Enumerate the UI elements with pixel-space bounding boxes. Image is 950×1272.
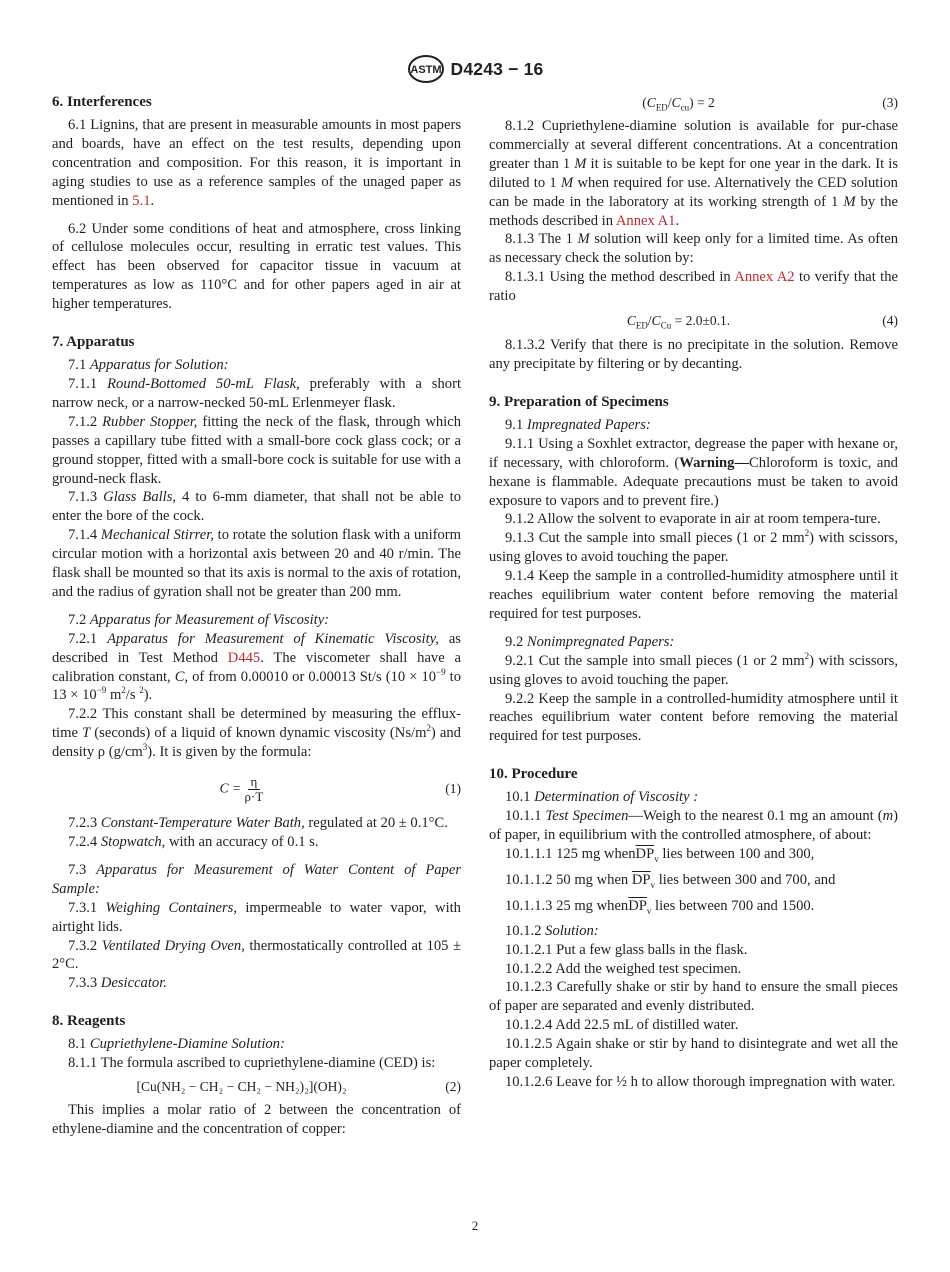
equation-number: (2) [445,1078,461,1094]
section-10-heading: 10. Procedure [489,766,578,783]
paragraph-9-1-2: 9.1.2 Allow the solvent to evaporate in air at room tempera-ture. [505,511,881,528]
paragraph-7-2-3: 7.2.3 Constant-Temperature Water Bath, regulated at 20 ± 0.1°C. [68,815,448,832]
document-id: D4243 − 16 [450,58,544,79]
paragraph-8-1-3-2: 8.1.3.2 Verify that there is no precipitate in the solution. Remove any precipitate by filtering or by decanting. [489,337,898,372]
paragraph-8-1: 8.1 Cupriethylene-Diamine Solution: [68,1036,285,1053]
paragraph-7-2-4: 7.2.4 Stopwatch, with an accuracy of 0.1 s. [68,834,319,850]
paragraph-7-3-2: 7.3.2 Ventilated Drying Oven, thermostatically controlled at 105 ± 2°C. [52,937,461,973]
page-header [0,52,950,86]
paragraph-9-1-1: 9.1.1 Using a Soxhlet extractor, degrease the paper with hexane or, if necessary, with chloroform. (Warning—Chloroform is toxic, and hexane is flammable. Adequate precautions must be taken to avoid exposure to vapors and to prevent fire.) [489,435,898,509]
paragraph-6-1: 6.1 Lignins, that are present in measurable amounts in most papers and boards, have an effect on the test results, depending upon concentration and composition. For this reason, it is important in aging studies to use as a reference samples of the unaged paper as mentioned in 5.1. [52,117,461,209]
paragraph-10-1-2-6: 10.1.2.6 Leave for ½ h to allow thorough impregnation with water. [505,1073,896,1090]
section-9-heading: 9. Preparation of Specimens [489,393,669,410]
paragraph-9-1-3: 9.1.3 Cut the sample into small pieces (1 or 2 $mm^2$) with scissors, using gloves to avoid touching the paper. [489,528,898,566]
right-column [489,92,898,1092]
paragraph-8-1-3-1: 8.1.3.1 Using the method described in Annex A2 to verify that the ratio [489,269,898,305]
link-annex-a1[interactable]: Annex A1 [615,212,676,229]
paragraph-molar-ratio: This implies a molar ratio of 2 between the concentration of ethylene-diamine and the concentration of copper: [52,1102,461,1137]
equation-number: (1) [445,780,461,796]
equation-number: (3) [882,94,898,110]
page-number: 2 [471,1218,479,1233]
paragraph-7-2-2: 7.2.2 This constant shall be determined by measuring the efflux-time T (seconds) of a liquid of known dynamic viscosity $(Ns/m^2)$ and density ρ $(g/cm^3)$. It is given by the formula: [52,706,461,761]
paragraph-7-2: 7.2 Apparatus for Measurement of Viscosity: [68,611,330,628]
link-annex-a2[interactable]: Annex A2 [734,269,795,286]
paragraph-7-3: 7.3 Apparatus for Measurement of Water Content of Paper Sample: [52,861,461,897]
paragraph-7-3-3: 7.3.3 Desiccator. [68,975,167,992]
equation-1: C = $\frac{\eta}{\rho\cdot T}$ (1) [219,773,461,804]
link-5-1[interactable]: 5.1 [132,192,151,209]
section-8-heading: 8. Reagents [52,1013,126,1030]
paragraph-8-1-1: 8.1.1 The formula ascribed to cupriethylene-diamine (CED) is: [68,1055,436,1072]
paragraph-10-1-1-3: 10.1.1.3 25 mg $when\overline{DP}_v$ lies between 700 and 1500. [505,897,815,916]
paragraph-10-1-2-2: 10.1.2.2 Add the weighed test specimen. [505,960,742,977]
paragraph-9-2: 9.2 Nonimpregnated Papers: [505,633,675,650]
paragraph-7-1-3: 7.1.3 Glass Balls, 4 to 6-mm diameter, that shall not be able to enter the bore of the cock. [52,489,462,525]
paragraph-10-1-2-1: 10.1.2.1 Put a few glass balls in the flask. [505,941,748,958]
equation-3: $(C_{ED}/C_{cu}) = 2$ (3) [642,94,898,113]
paragraph-7-1-2: 7.1.2 Rubber Stopper, fitting the neck of the flask, through which passes a capillary tube fitted with a small-bore cock glass cock; or a ground stopper, fitted with a small-bore cock is suitable for use with a ground-neck flask. [52,413,461,487]
paragraph-10-1-2-3: 10.1.2.3 Carefully shake or stir by hand to ensure the small pieces of paper are separated and evenly distributed. [489,979,898,1015]
paragraph-7-1-1: 7.1.1 Round-Bottomed 50-mL Flask, preferably with a short narrow neck, or a narrow-necked 50-mL Erlenmeyer flask. [52,375,461,411]
paragraph-10-1-2-5: 10.1.2.5 Again shake or stir by hand to disintegrate and wet all the paper completely. [489,1036,898,1072]
section-6-heading: 6. Interferences [52,94,152,110]
paragraph-10-1-2-4: 10.1.2.4 Add 22.5 mL of distilled water. [505,1017,739,1034]
paragraph-10-1-1: 10.1.1 Test Specimen—Weigh to the nearest 0.1 mg an amount (m) of paper, in equilibrium with the controlled atmosphere, of about: [489,808,898,844]
astm-logo-icon [407,54,445,84]
paragraph-9-1-4: 9.1.4 Keep the sample in a controlled-humidity atmosphere until it reaches equilibrium water content before removing the material required for test purposes. [489,568,898,622]
paragraph-7-1-4: 7.1.4 Mechanical Stirrer, to rotate the solution flask with a uniform circular motion with a horizontal axis between 20 and 40 r/min. The flask shall be mounted so that its axis is normal to the axis of rotation, and the radius of gyration shall not be greater than 200 mm. [52,527,461,600]
paragraph-10-1-2: 10.1.2 Solution: [505,922,599,939]
paragraph-8-1-2: 8.1.2 Cupriethylene-diamine solution is available for pur-chase commercially at several different concentrations. At a concentration greater than 1 M it is suitable to be kept for one year in the dark. It is diluted to 1 M when required for use. Alternatively the CED solution can be made in the laboratory at its working strength of 1 M by the methods described in Annex A1. [489,118,899,229]
paragraph-7-2-1: 7.2.1 Apparatus for Measurement of Kinematic Viscosity, as described in Test Method D445. The viscometer shall have a calibration constant, C, of from 0.00010 or 0.00013 St/s ($10 \times 10^{-9}$ to $13 \times 10^{-9}$ $m^2/s$ $^2$). [52,630,461,704]
paragraph-9-2-2: 9.2.2 Keep the sample in a controlled-humidity atmosphere until it reaches equilibrium water content before removing the material required for test purposes. [489,690,898,745]
paragraph-10-1-1-1: 10.1.1.1 125 mg $when\overline{DP}_v$ lies between 100 and 300, [505,846,815,864]
paragraph-8-1-3: 8.1.3 The 1 M solution will keep only for a limited time. As often as necessary check the solution by: [489,231,898,267]
paragraph-10-1-1-2: 10.1.1.2 50 mg when $\overline{DP}_v$ lies between 300 and 700, and [505,871,836,890]
equation-4: $C_{ED}/C_{Cu} = 2.0\pm 0.1$. (4) [626,312,898,331]
paragraph-10-1: 10.1 Determination of Viscosity : [505,789,699,806]
link-d445[interactable]: D445 [227,649,261,666]
svg-text:ASTM: ASTM [409,64,442,76]
equation-2: [Cu(NH₂ − CH₂ − CH₂ − NH₂)₂](OH)₂ (2) [52,1073,461,1101]
paragraph-6-2: 6.2 Under some conditions of heat and atmosphere, cross linking of cellulose molecules occur, resulting in erratic test values. This effect has been observed for capacitor tissue in vacuum at temperatures as low as 110°C and for other papers aged in air at higher temperatures. [52,220,461,313]
paragraph-9-2-1: 9.2.1 Cut the sample into small pieces (1 or 2 $mm^2$) with scissors, using gloves to avoid touching the paper. [489,650,898,688]
left-column [52,92,461,1139]
paragraph-7-3-1: 7.3.1 Weighing Containers, impermeable to water vapor, with airtight lids. [52,899,461,935]
paragraph-7-1: 7.1 Apparatus for Solution: [68,357,229,374]
equation-number: (4) [882,312,898,328]
section-7-heading: 7. Apparatus [52,334,135,351]
warning-label: Warning— [679,454,750,471]
paragraph-9-1: 9.1 Impregnated Papers: [505,416,651,433]
